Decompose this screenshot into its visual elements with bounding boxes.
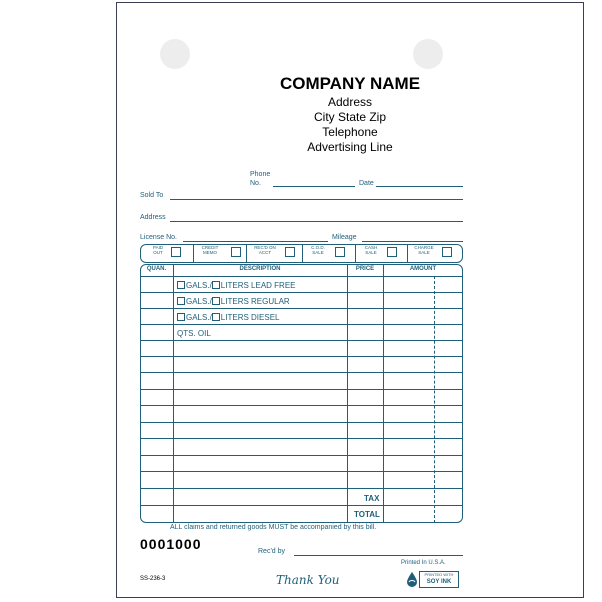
- payment-divider: [407, 244, 408, 262]
- cod-sale-checkbox[interactable]: [335, 247, 345, 257]
- paid-out-checkbox[interactable]: [171, 247, 181, 257]
- company-city: City State Zip: [313, 110, 387, 124]
- phone-label: Phone: [250, 171, 271, 178]
- column-divider-price: [383, 264, 384, 523]
- item-lead-free: GALS./ LITERS LEAD FREE: [177, 281, 295, 290]
- company-name: COMPANY NAME: [279, 74, 421, 93]
- sold-to-label: Sold To: [140, 192, 164, 199]
- payment-divider: [193, 244, 194, 262]
- mileage-label: Mileage: [332, 234, 357, 241]
- item-oil: QTS. OIL: [177, 329, 211, 338]
- address-field[interactable]: [170, 221, 463, 222]
- gals-checkbox[interactable]: [177, 297, 185, 305]
- item-diesel: GALS./ LITERS DIESEL: [177, 313, 279, 322]
- column-divider-quan: [173, 264, 174, 523]
- item-regular: GALS./ LITERS REGULAR: [177, 297, 290, 306]
- table-row-line: [140, 389, 463, 390]
- printed-in-usa: Printed In U.S.A.: [401, 560, 446, 566]
- table-row-line: [140, 505, 463, 506]
- recd-by-label: Rec'd by: [258, 548, 286, 555]
- liters-checkbox[interactable]: [212, 297, 220, 305]
- table-row-line: [140, 455, 463, 456]
- table-row-line: [140, 292, 463, 293]
- sold-to-field[interactable]: [170, 199, 463, 200]
- header-amount: AMOUNT: [409, 266, 437, 272]
- cash-sale-checkbox[interactable]: [387, 247, 397, 257]
- phone-field[interactable]: [273, 186, 355, 187]
- payment-option-recd-on-acct: REC'D ON ACCT: [254, 245, 276, 255]
- no-label: No.: [250, 180, 261, 187]
- thank-you: Thank You: [276, 573, 340, 587]
- payment-option-charge-sale: CHARGE SALE: [414, 245, 434, 255]
- table-row-line: [140, 276, 463, 277]
- total-label: TOTAL: [354, 510, 380, 519]
- recd-on-acct-checkbox[interactable]: [285, 247, 295, 257]
- payment-option-cash-sale: CASH SALE: [364, 245, 378, 255]
- claims-note: ALL claims and returned goods MUST be accompanied by this bill.: [170, 524, 377, 531]
- table-row-line: [140, 488, 463, 489]
- payment-divider: [355, 244, 356, 262]
- table-row-line: [140, 308, 463, 309]
- liters-checkbox[interactable]: [212, 281, 220, 289]
- amount-cents-divider: [434, 276, 435, 523]
- table-row-line: [140, 422, 463, 423]
- payment-option-credit-memo: CREDIT MEMO: [201, 245, 219, 255]
- payment-option-paid-out: PAID OUT: [152, 245, 164, 255]
- serial-number: 0001000: [140, 536, 202, 552]
- table-row-line: [140, 405, 463, 406]
- form-code: SS-236-3: [140, 576, 166, 582]
- tax-label: TAX: [364, 494, 380, 503]
- company-advertising: Advertising Line: [307, 140, 393, 154]
- gals-checkbox[interactable]: [177, 281, 185, 289]
- punch-hole-left: [160, 39, 190, 69]
- table-row-line: [140, 471, 463, 472]
- gals-checkbox[interactable]: [177, 313, 185, 321]
- payment-option-cod-sale: C.O.D. SALE: [311, 245, 325, 255]
- payment-divider: [246, 244, 247, 262]
- table-row-line: [140, 340, 463, 341]
- table-row-line: [140, 356, 463, 357]
- table-row-line: [140, 372, 463, 373]
- header-quan: QUAN.: [146, 266, 167, 272]
- company-telephone: Telephone: [322, 125, 378, 139]
- mileage-field[interactable]: [362, 241, 463, 242]
- soy-ink-drop-icon: [406, 571, 418, 587]
- punch-hole-right: [413, 39, 443, 69]
- payment-divider: [302, 244, 303, 262]
- table-row-line: [140, 438, 463, 439]
- address-label: Address: [140, 214, 166, 221]
- recd-by-field[interactable]: [294, 555, 463, 556]
- license-field[interactable]: [183, 241, 328, 242]
- liters-checkbox[interactable]: [212, 313, 220, 321]
- credit-memo-checkbox[interactable]: [231, 247, 241, 257]
- date-label: Date: [359, 180, 374, 187]
- soy-ink-badge: PRINTED WITH SOY INK: [419, 571, 459, 588]
- header-description: DESCRIPTION: [239, 266, 281, 272]
- license-label: License No.: [140, 234, 177, 241]
- date-field[interactable]: [376, 186, 463, 187]
- table-row-line: [140, 324, 463, 325]
- header-price: PRICE: [355, 266, 375, 272]
- charge-sale-checkbox[interactable]: [442, 247, 452, 257]
- column-divider-description: [347, 264, 348, 523]
- company-address: Address: [327, 95, 373, 109]
- soy-ink-logo: [406, 569, 460, 590]
